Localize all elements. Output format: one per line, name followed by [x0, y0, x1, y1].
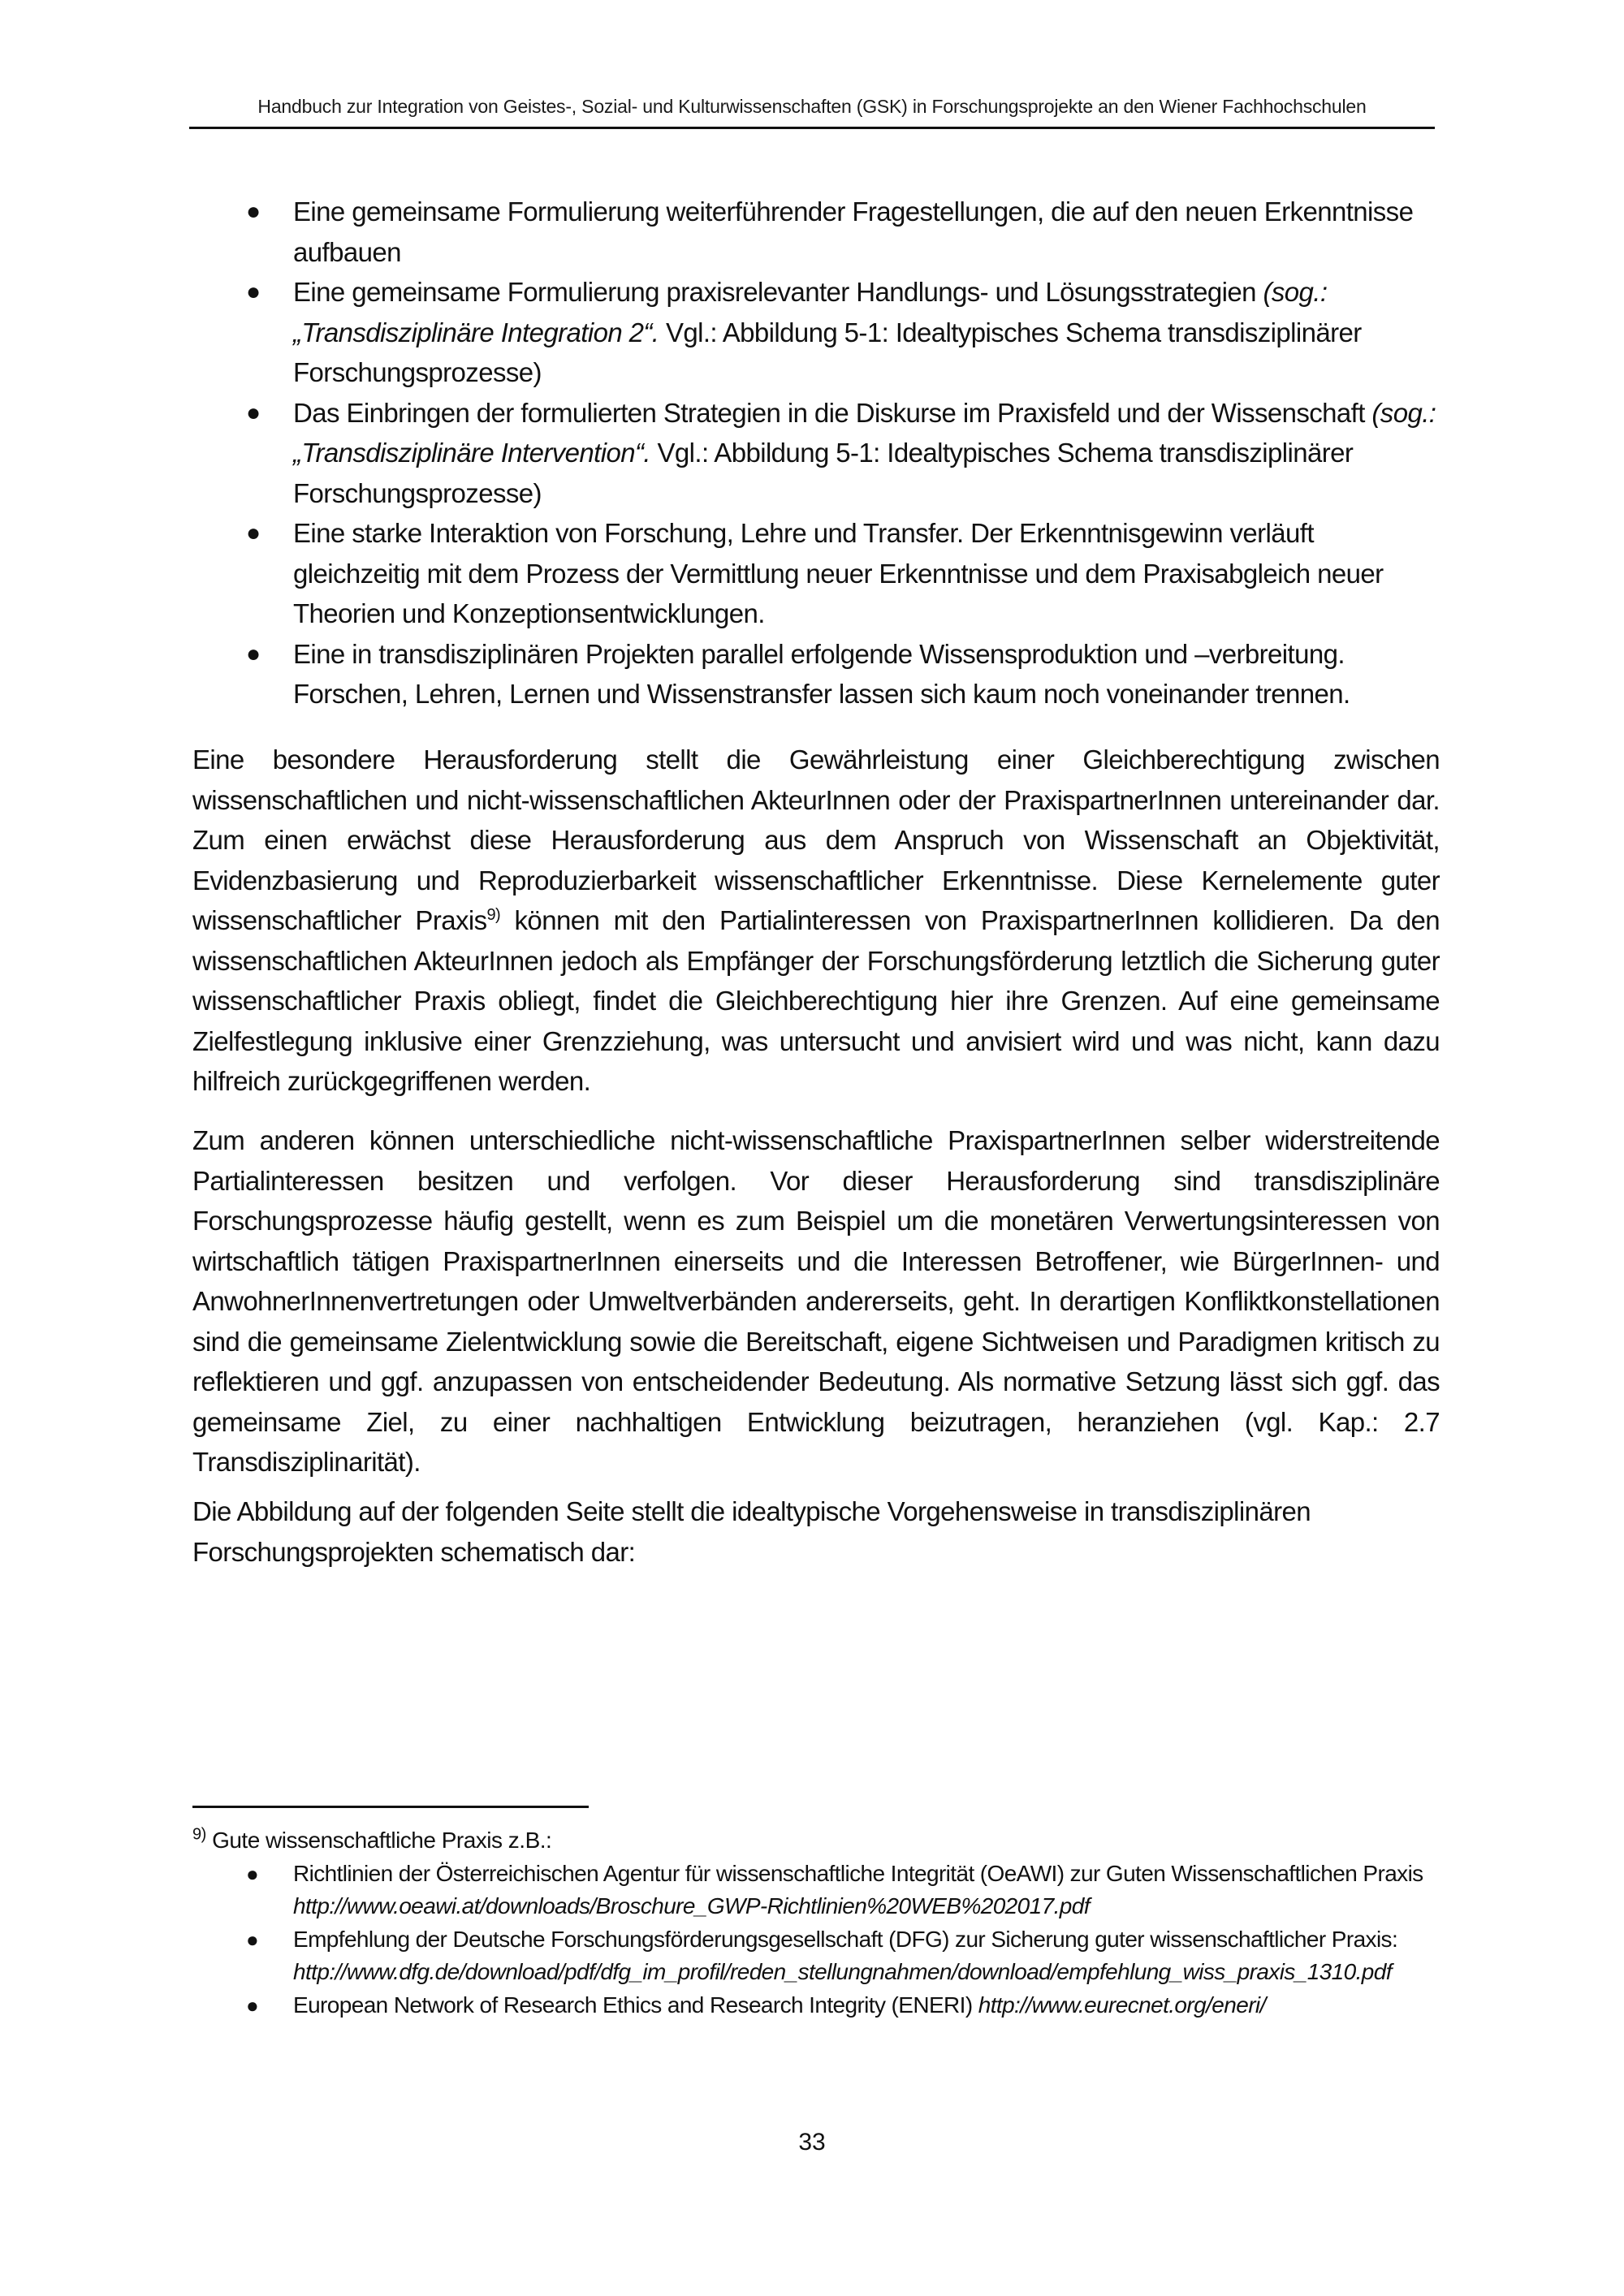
body-paragraph: Zum anderen können unterschiedliche nicht-wissenschaftliche PraxispartnerInnen selber widerstreitende Partialinteressen besitzen und verfolgen. Vor dieser Herausforderung sind transdisziplinäre Forschungsprozesse häufig gestellt, wenn es zum Beispiel um die monetären Verwertungsinteressen von wirtschaftlich tätigen PraxispartnerInnen einerseits und die Interessen Betroffener, wie BürgerInnen- und AnwohnerInnenvertretungen oder Umweltverbänden andererseits, geht. In derartigen Konfliktkonstellationen sind die gemeinsame Zielentwicklung sowie die Bereitschaft, eigene Sichtweisen und Paradigmen kritisch zu reflektieren und ggf. anzupassen von entscheidender Bedeutung. Als normative Setzung lässt sich ggf. das gemeinsame Ziel, zu einer nachhaltigen Entwicklung beizutragen, heranziehen (vgl. Kap.: 2.7 Transdisziplinarität). [192, 1125, 1440, 1477]
bullet-icon: ● [246, 1861, 259, 1886]
footnote [192, 1824, 1435, 2022]
footnote-item [192, 1923, 1435, 1989]
running-header: Handbuch zur Integration von Geistes-, Sozial- und Kulturwissenschaften (GSK) in Forschungsprojekte an den Wiener Fachhochschulen [257, 96, 1367, 117]
list-item-text: Eine starke Interaktion von Forschung, Lehre und Transfer. Der Erkenntnisgewinn verläuft gleichzeitig mit dem Prozess der Vermittlung neuer Erkenntnisse und dem Praxisabgleich neuer Theorien und Konzeptionsentwicklungen. [293, 518, 1384, 628]
footnote-item-text: Empfehlung der Deutsche Forschungsförderungsgesellschaft (DFG) zur Sicherung guter wissenschaftlicher Praxis: [293, 1926, 1398, 1952]
bullet-icon: ● [246, 1992, 259, 2018]
list-item-text: Eine in transdisziplinären Projekten parallel erfolgende Wissensproduktion und –verbreitung. Forschen, Lehren, Lernen und Wissenstransfer lassen sich kaum noch voneinander trennen. [293, 638, 1350, 709]
page-number: 33 [798, 2129, 826, 2156]
paragraph-text: Eine besondere Herausforderung stellt die Gewährleistung einer Gleichberechtigung zwischen wissenschaftlichen und nicht-wissenschaftlichen AkteurInnen oder der PraxispartnerInnen untereinander dar. Zum einen erwächst diese Herausforderung aus dem Anspruch von Wissenschaft an Objektivität, Evidenzbasierung und Reproduzierbarkeit wissenschaftlicher Erkenntnisse. Diese Kernelemente guter wissenschaftlicher Praxis [192, 744, 1440, 935]
footnote-link[interactable]: http://www.oeawi.at/downloads/Broschure_GWP-Richtlinien%20WEB%202017.pdf [293, 1893, 1090, 1918]
list-item-italic: (sog.: „Transdisziplinäre Intervention“. [293, 397, 1436, 468]
list-item-text: Eine gemeinsame Formulierung weiterführender Fragestellungen, die auf den neuen Erkenntnisse aufbauen [293, 196, 1414, 267]
list-item-text: Das Einbringen der formulierten Strategien in die Diskurse im Praxisfeld und der Wissenschaft [293, 397, 1372, 428]
header-divider [189, 127, 1435, 129]
list-item [192, 272, 1440, 393]
list-item-italic: (sog.: „Transdisziplinäre Integration 2“. [293, 277, 1328, 347]
footnote-item-text: European Network of Research Ethics and Research Integrity (ENERI) [293, 1992, 978, 2018]
footnote-reference[interactable]: 9) [486, 906, 501, 924]
bullet-icon: ● [246, 198, 261, 225]
bullet-icon: ● [246, 1927, 259, 1952]
footnote-intro [192, 1824, 1435, 1858]
bullet-icon: ● [246, 640, 261, 667]
bullet-icon: ● [246, 399, 261, 426]
paragraph-block-1 [192, 740, 1440, 1102]
list-item [192, 192, 1440, 272]
bullet-list-block [192, 192, 1440, 714]
footnote-item [192, 1989, 1435, 2022]
footnote-link[interactable]: http://www.dfg.de/download/pdf/dfg_im_profil/reden_stellungnahmen/download/empfehlung_wiss_praxis_1310.pdf [293, 1959, 1392, 1984]
list-item [192, 513, 1440, 634]
body-paragraph [192, 740, 1440, 1102]
footnote-intro-text: Gute wissenschaftliche Praxis z.B.: [205, 1828, 552, 1853]
paragraph-block-2 [192, 1120, 1440, 1482]
bullet-icon: ● [246, 520, 261, 546]
list-item-text-cont: Vgl.: Abbildung 5-1: Idealtypisches Schema transdisziplinärer Forschungsprozesse) [293, 438, 1354, 508]
footnote-marker: 9) [192, 1825, 206, 1844]
bullet-icon: ● [246, 278, 261, 305]
list-item [192, 634, 1440, 714]
footnote-divider [192, 1806, 589, 1808]
bullet-list [192, 192, 1440, 714]
paragraph-text-cont: können mit den Partialinteressen von PraxispartnerInnen kollidieren. Da den wissenschaftlichen AkteurInnen jedoch als Empfänger der Forschungsförderung letztlich die Sicherung guter wissenschaftlicher Praxis obliegt, findet die Gleichberechtigung hier ihre Grenzen. Auf eine gemeinsame Zielfestlegung inklusive einer Grenzziehung, was untersucht und anvisiert wird und was nicht, kann dazu hilfreich zurückgegriffenen werden. [192, 905, 1440, 1096]
footnote-item-text: Richtlinien der Österreichischen Agentur für wissenschaftliche Integrität (OeAWI) zur Guten Wissenschaftlichen Praxis [293, 1860, 1423, 1886]
footnote-link[interactable]: http://www.eurecnet.org/eneri/ [978, 1992, 1266, 2018]
paragraph-block-3 [192, 1491, 1440, 1572]
body-paragraph: Die Abbildung auf der folgenden Seite stellt die idealtypische Vorgehensweise in transdisziplinären Forschungsprojekten schematisch dar: [192, 1496, 1311, 1567]
list-item [192, 393, 1440, 514]
footnote-list [192, 1858, 1435, 2022]
list-item-text-cont: Vgl.: Abbildung 5-1: Idealtypisches Schema transdisziplinärer Forschungsprozesse) [293, 317, 1362, 387]
list-item-text: Eine gemeinsame Formulierung praxisrelevanter Handlungs- und Lösungsstrategien [293, 277, 1263, 307]
footnote-item [192, 1858, 1435, 1923]
